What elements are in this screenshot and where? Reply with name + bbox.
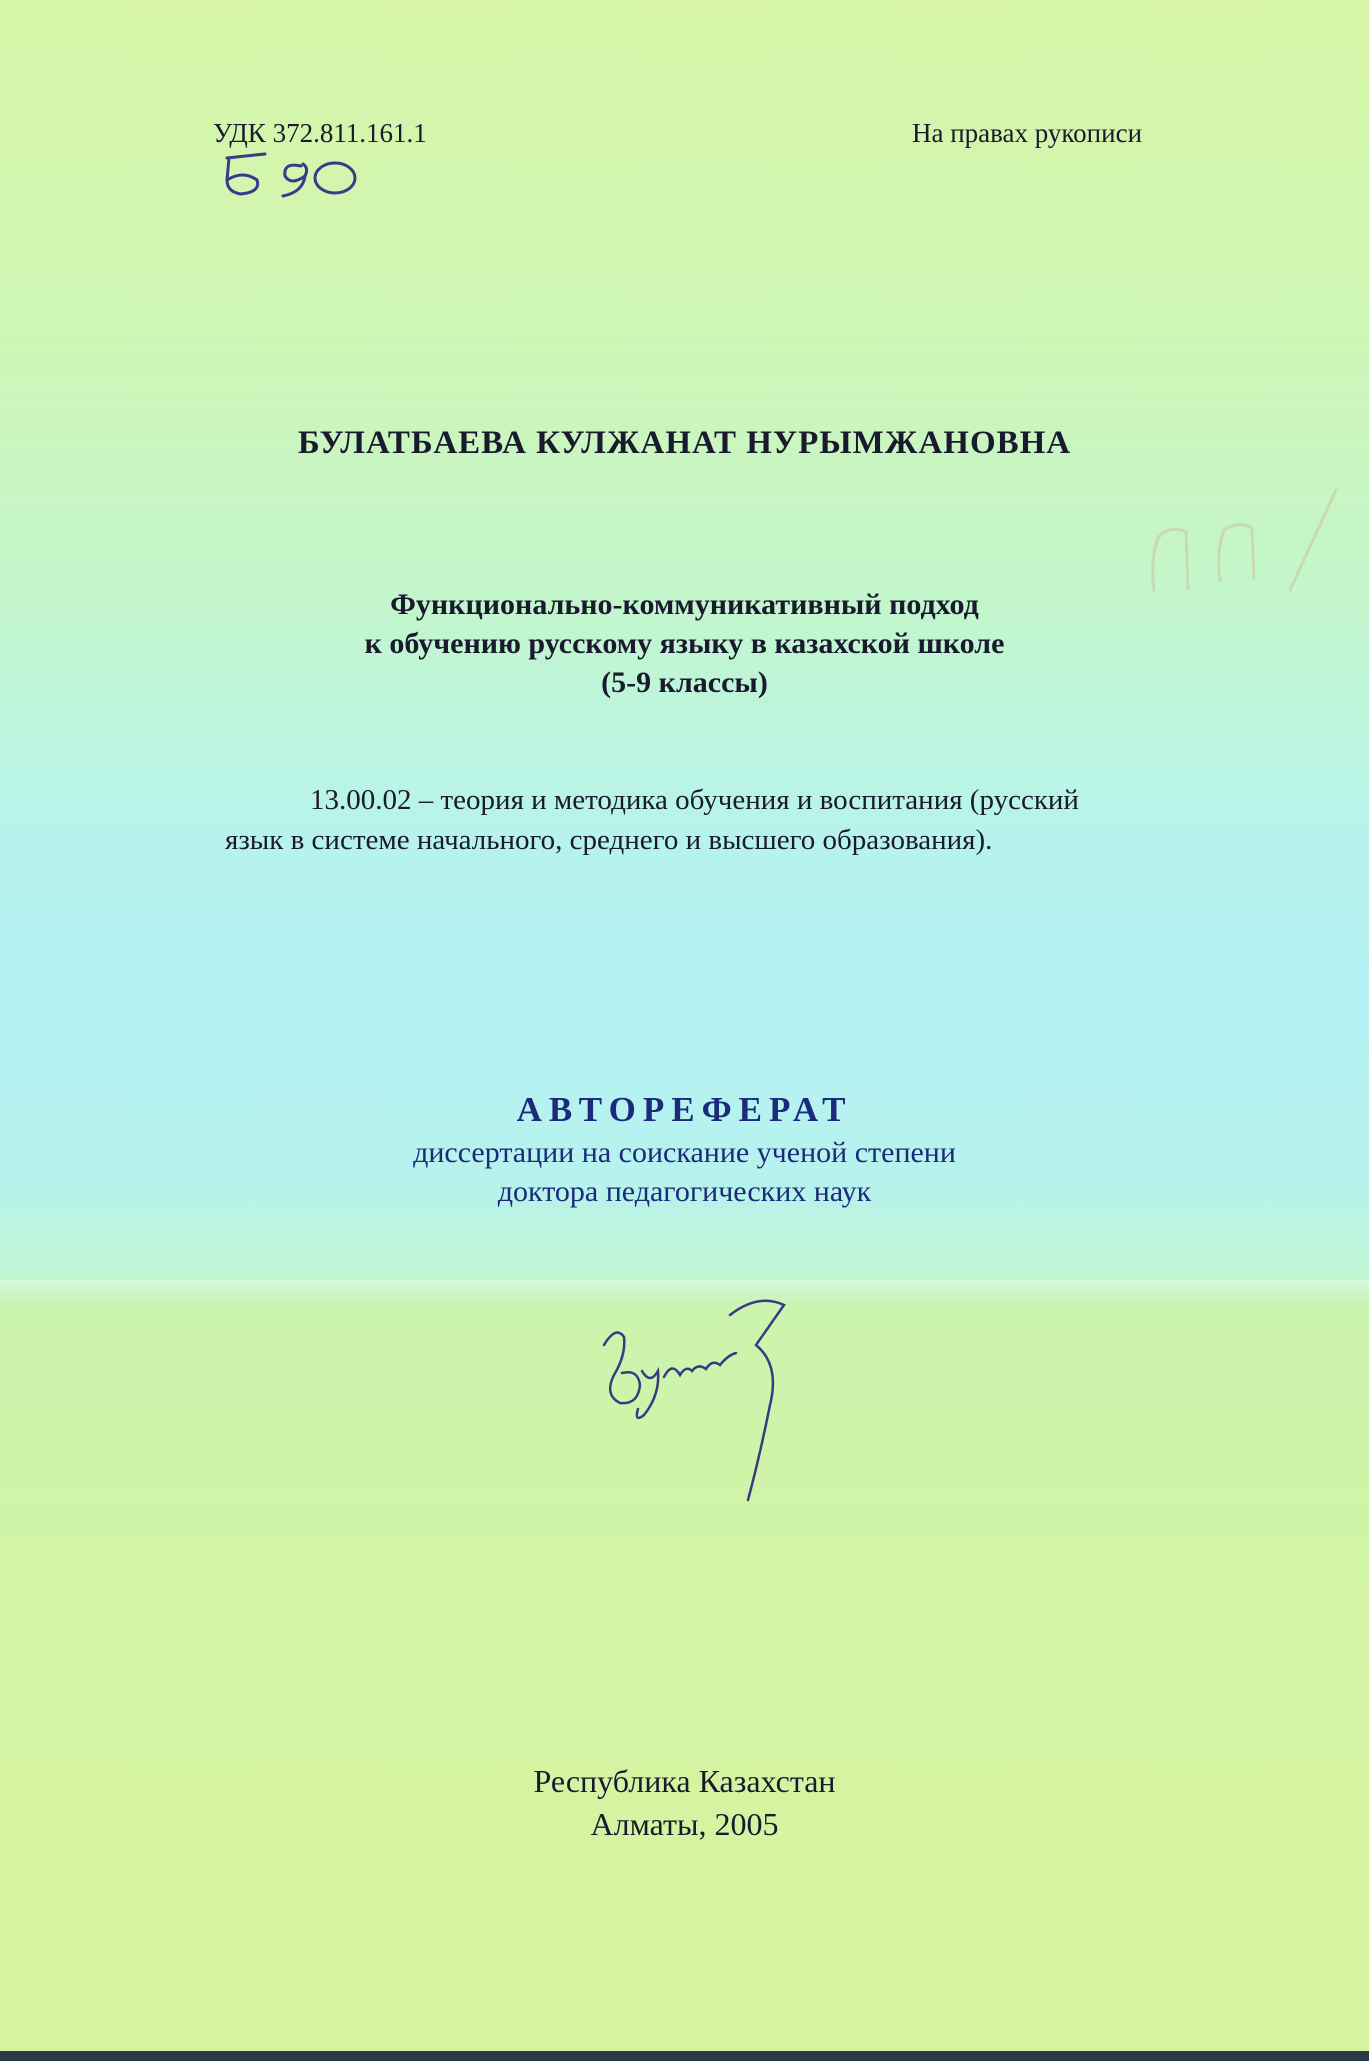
manuscript-rights: На правах рукописи — [912, 118, 1143, 148]
title-line: к обучению русскому языку в казахской школе — [364, 627, 1005, 660]
scan-edge — [0, 2051, 1369, 2061]
degree-line: доктора педагогических наук — [497, 1175, 872, 1208]
degree-line: диссертации на соискание ученой степени — [413, 1136, 956, 1169]
document-genre: АВТОРЕФЕРАТ — [516, 1090, 853, 1129]
specialty-line: 13.00.02 – теория и методика обучения и воспитания (русский — [310, 784, 1079, 816]
specialty-line: язык в системе начального, среднего и высшего образования). — [225, 824, 993, 856]
title-line: (5-9 классы) — [601, 666, 768, 699]
udk-code: УДК 372.811.161.1 — [213, 118, 427, 148]
dissertation-title — [0, 585, 1369, 702]
specialty — [225, 780, 1225, 860]
author-name: БУЛАТБАЕВА КУЛЖАНАТ НУРЫМЖАНОВНА — [297, 425, 1072, 461]
publication-place — [0, 1760, 1369, 1846]
title-line: Функционально-коммуникативный подход — [390, 588, 979, 621]
place-line: Республика Казахстан — [533, 1763, 836, 1799]
handwritten-signature — [580, 1285, 840, 1520]
handwritten-stamp — [213, 148, 373, 213]
place-line: Алматы, 2005 — [590, 1806, 779, 1842]
degree-statement — [0, 1133, 1369, 1211]
